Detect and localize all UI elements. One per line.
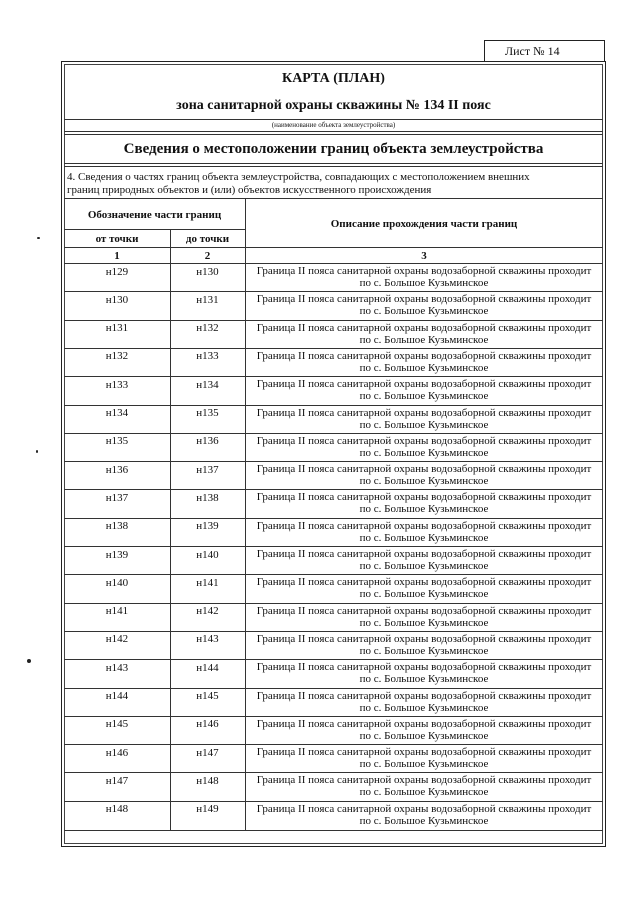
row-description-line-1: Граница II пояса санитарной охраны водозаборной скважины проходит <box>256 378 592 391</box>
row-description-line-2: по с. Большое Кузьминское <box>359 418 489 431</box>
row-description-line-1: Граница II пояса санитарной охраны водозаборной скважины проходит <box>256 519 592 532</box>
row-description-line-2: по с. Большое Кузьминское <box>359 277 489 289</box>
row-from-point: н143 <box>105 661 129 674</box>
row-from-point: н148 <box>105 803 129 816</box>
row-description-line-2: по с. Большое Кузьминское <box>359 588 489 601</box>
col-num-1: 1 <box>114 249 120 262</box>
row-description-line-2: по с. Большое Кузьминское <box>359 361 489 374</box>
row-description-line-2: по с. Большое Кузьминское <box>359 701 489 714</box>
row-description-line-1: Граница II пояса санитарной охраны водозаборной скважины проходит <box>256 349 592 362</box>
row-to-point: н143 <box>196 633 219 646</box>
row-description-line-1: Граница II пояса санитарной охраны водозаборной скважины проходит <box>256 802 592 815</box>
map-subtitle: зона санитарной охраны скважины № 134 II пояс <box>176 98 491 113</box>
section-rule-2 <box>64 166 603 167</box>
row-from-point: н141 <box>105 605 129 618</box>
row-from-point: н139 <box>105 548 129 561</box>
row-from-point: н135 <box>105 435 129 448</box>
sheet-number-label: Лист № 14 <box>505 43 560 58</box>
section-rule-3 <box>64 198 603 199</box>
row-to-point: н140 <box>196 548 219 561</box>
group-header: Обозначение части границ <box>87 209 222 221</box>
row-from-point: н147 <box>105 774 129 787</box>
section-rule-1 <box>64 163 603 164</box>
row-description-line-1: Граница II пояса санитарной охраны водозаборной скважины проходит <box>256 293 592 306</box>
row-from-point: н146 <box>105 746 129 759</box>
table-bottom-rule <box>64 830 603 831</box>
row-description-line-1: Граница II пояса санитарной охраны водозаборной скважины проходит <box>256 689 592 702</box>
row-description-line-2: по с. Большое Кузьминское <box>359 560 489 572</box>
row-to-point: н141 <box>196 576 219 589</box>
header-rule-2 <box>64 134 603 135</box>
row-description-line-2: по с. Большое Кузьминское <box>359 390 489 403</box>
row-from-point: н133 <box>105 378 129 391</box>
col-from-header: от точки <box>95 232 139 245</box>
row-description-line-1: Граница II пояса санитарной охраны водозаборной скважины проходит <box>256 321 592 334</box>
row-to-point: н148 <box>196 774 219 787</box>
row-from-point: н145 <box>105 718 129 731</box>
row-to-point: н132 <box>196 322 219 335</box>
row-description-line-1: Граница II пояса санитарной охраны водозаборной скважины проходит <box>256 774 592 787</box>
scan-speck <box>37 237 40 239</box>
row-description-line-2: по с. Большое Кузьминское <box>359 786 489 799</box>
col-num-3: 3 <box>421 249 427 262</box>
row-from-point: н129 <box>105 265 129 278</box>
col-num-2: 2 <box>204 249 211 262</box>
row-description-line-2: по с. Большое Кузьминское <box>359 333 489 346</box>
row-from-point: н138 <box>105 520 129 533</box>
row-to-point: н149 <box>196 803 219 816</box>
row-description-line-1: Граница II пояса санитарной охраны водозаборной скважины проходит <box>256 406 592 419</box>
row-to-point: н136 <box>196 435 219 448</box>
row-from-point: н134 <box>105 407 129 419</box>
row-to-point: н133 <box>196 350 219 363</box>
row-from-point: н130 <box>105 293 129 306</box>
scan-speck <box>27 659 31 663</box>
row-description-line-1: Граница II пояса санитарной охраны водозаборной скважины проходит <box>256 746 592 759</box>
row-description-line-2: по с. Большое Кузьминское <box>359 475 489 488</box>
col-desc-header: Описание прохождения части границ <box>330 218 518 230</box>
row-to-point: н138 <box>196 491 219 504</box>
row-from-point: н142 <box>105 633 129 646</box>
row-description-line-1: Граница II пояса санитарной охраны водозаборной скважины проходит <box>256 548 592 560</box>
row-description-line-1: Граница II пояса санитарной охраны водозаборной скважины проходит <box>256 265 592 277</box>
row-description-line-1: Граница II пояса санитарной охраны водозаборной скважины проходит <box>256 434 592 447</box>
row-description-line-1: Граница II пояса санитарной охраны водозаборной скважины проходит <box>256 463 592 476</box>
col-to-header: до точки <box>185 232 230 245</box>
subtitle-rule <box>64 119 603 120</box>
row-to-point: н131 <box>196 293 219 306</box>
row-to-point: н137 <box>196 463 219 476</box>
row-description-line-2: по с. Большое Кузьминское <box>359 729 489 742</box>
section-title: Сведения о местоположении границ объекта землеустройства <box>123 141 544 157</box>
row-description-line-1: Граница II пояса санитарной охраны водозаборной скважины проходит <box>256 576 592 589</box>
row-description-line-2: по с. Большое Кузьминское <box>359 531 489 544</box>
row-to-point: н134 <box>196 378 219 391</box>
subtitle-note: (наименование объекта землеустройства) <box>271 121 396 129</box>
row-description-line-1: Граница II пояса санитарной охраны водозаборной скважины проходит <box>256 604 592 617</box>
row-description-line-2: по с. Большое Кузьминское <box>359 758 489 771</box>
row-to-point: н145 <box>196 690 219 702</box>
row-to-point: н139 <box>196 520 219 533</box>
row-to-point: н146 <box>196 718 219 731</box>
row-from-point: н137 <box>105 491 129 504</box>
row-to-point: н130 <box>196 265 219 278</box>
row-description-line-2: по с. Большое Кузьминское <box>359 673 489 686</box>
row-from-point: н144 <box>105 690 129 702</box>
row-description-line-1: Граница II пояса санитарной охраны водозаборной скважины проходит <box>256 717 592 730</box>
row-from-point: н136 <box>105 463 129 476</box>
row-description-line-2: по с. Большое Кузьминское <box>359 305 489 318</box>
row-to-point: н142 <box>196 605 219 618</box>
sheet-number <box>484 40 605 62</box>
row-to-point: н144 <box>196 661 219 674</box>
header-rule-1 <box>64 131 603 132</box>
section-line-1: 4. Сведения о частях границ объекта землеустройства, совпадающих с местоположением внешних <box>67 171 530 183</box>
row-description-line-1: Граница II пояса санитарной охраны водозаборной скважины проходит <box>256 491 592 504</box>
row-description-line-2: по с. Большое Кузьминское <box>359 446 489 459</box>
row-to-point: н135 <box>196 407 219 419</box>
row-description-line-2: по с. Большое Кузьминское <box>359 616 489 629</box>
row-to-point: н147 <box>196 746 219 759</box>
row-from-point: н131 <box>105 322 129 335</box>
row-description-line-1: Граница II пояса санитарной охраны водозаборной скважины проходит <box>256 632 592 645</box>
row-description-line-2: по с. Большое Кузьминское <box>359 503 489 516</box>
scan-speck <box>36 450 38 453</box>
row-from-point: н132 <box>105 350 129 363</box>
row-description-line-2: по с. Большое Кузьминское <box>359 644 489 657</box>
map-title: КАРТА (ПЛАН) <box>282 71 385 86</box>
row-from-point: н140 <box>105 576 129 589</box>
row-description-line-2: по с. Большое Кузьминское <box>359 814 489 827</box>
section-line-2: границ природных объектов и (или) объектов искусственного происхождения <box>67 184 432 196</box>
row-description-line-1: Граница II пояса санитарной охраны водозаборной скважины проходит <box>256 661 592 674</box>
